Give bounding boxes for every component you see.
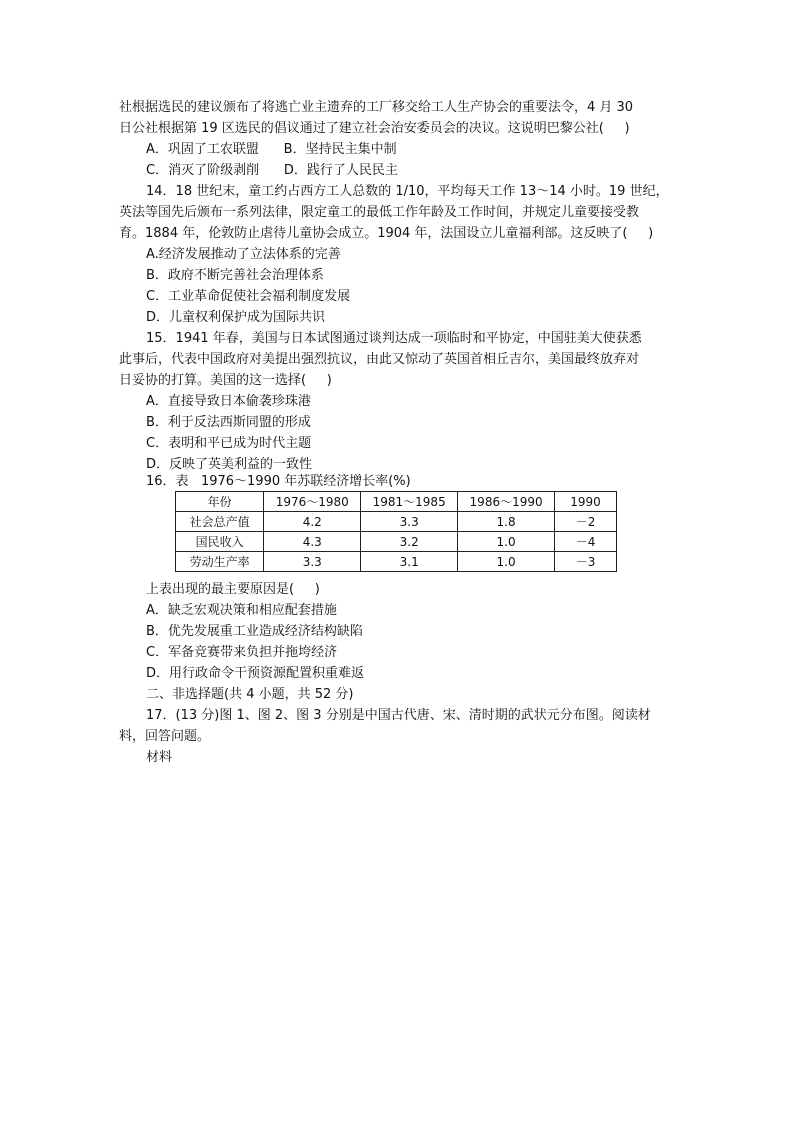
table-cell: －3 bbox=[555, 552, 617, 572]
q14-option-c: C．工业革命促使社会福利制度发展 bbox=[146, 289, 351, 304]
table-cell: 4.3 bbox=[264, 532, 361, 552]
table-row bbox=[176, 532, 617, 552]
q15-stem-line-3: 日妥协的打算。美国的这一选择( ) bbox=[119, 373, 332, 388]
table-header-cell: 1976～1980 bbox=[264, 492, 361, 512]
table-cell: 1.0 bbox=[458, 532, 555, 552]
q14-stem-line-3: 育。1884 年，伦敦防止虐待儿童协会成立。1904 年，法国设立儿童福利部。这反映了( ) bbox=[119, 226, 654, 241]
q16-option-c: C．军备竞赛带来负担并拖垮经济 bbox=[146, 645, 338, 660]
q17-stem-line-2: 料，回答问题。 bbox=[119, 729, 211, 744]
q14-stem-line-2: 英法等国先后颁布一系列法律，限定童工的最低工作年龄及工作时间，并规定儿童要接受教 bbox=[119, 205, 640, 220]
table-cell: 1.8 bbox=[458, 512, 555, 532]
table-cell: 3.1 bbox=[361, 552, 458, 572]
q16-option-d: D．用行政命令干预资源配置积重难返 bbox=[146, 666, 365, 681]
q14-option-b: B．政府不断完善社会治理体系 bbox=[146, 268, 324, 283]
soviet-growth-table bbox=[175, 491, 617, 572]
table-cell: 3.3 bbox=[264, 552, 361, 572]
q15-option-d: D．反映了英美利益的一致性 bbox=[146, 457, 313, 472]
table-cell: 3.2 bbox=[361, 532, 458, 552]
q14-option-d: D．儿童权利保护成为国际共识 bbox=[146, 310, 326, 325]
table-cell: －2 bbox=[555, 512, 617, 532]
q16-stem: 上表出现的最主要原因是( ) bbox=[146, 582, 320, 597]
table-row-label: 劳动生产率 bbox=[176, 552, 264, 572]
table-header-cell: 1986～1990 bbox=[458, 492, 555, 512]
table-cell: 4.2 bbox=[264, 512, 361, 532]
q15-option-c: C．表明和平已成为时代主题 bbox=[146, 436, 312, 451]
table-cell: 1.0 bbox=[458, 552, 555, 572]
q15-option-a: A．直接导致日本偷袭珍珠港 bbox=[146, 394, 311, 409]
q17-stem-line-1: 17．(13 分)图 1、图 2、图 3 分别是中国古代唐、宋、清时期的武状元分布图。阅读材 bbox=[146, 708, 651, 723]
q16-option-a: A．缺乏宏观决策和相应配套措施 bbox=[146, 603, 337, 618]
table-header-cell: 年份 bbox=[176, 492, 264, 512]
q15-option-b: B．利于反法西斯同盟的形成 bbox=[146, 415, 311, 430]
q13-stem-line-1: 社根据选民的建议颁布了将逃亡业主遗弃的工厂移交给工人生产协会的重要法令，4 月 30 bbox=[119, 100, 634, 115]
q15-stem-line-2: 此事后，代表中国政府对美提出强烈抗议，由此又惊动了英国首相丘吉尔，美国最终放弃对 bbox=[119, 352, 640, 367]
table-row bbox=[176, 552, 617, 572]
q16-option-b: B．优先发展重工业造成经济结构缺陷 bbox=[146, 624, 363, 639]
q16-table-caption: 16．表 1976～1990 年苏联经济增长率(%) bbox=[146, 474, 411, 489]
q17-material-label: 材料 bbox=[146, 750, 173, 765]
table-header-cell: 1990 bbox=[555, 492, 617, 512]
table-header-cell: 1981～1985 bbox=[361, 492, 458, 512]
table-row bbox=[176, 512, 617, 532]
table-row-label: 国民收入 bbox=[176, 532, 264, 552]
table-cell: 3.3 bbox=[361, 512, 458, 532]
q15-stem-line-1: 15．1941 年春，美国与日本试图通过谈判达成一项临时和平协定，中国驻美大使获悉 bbox=[146, 331, 642, 346]
table-header-row bbox=[176, 492, 617, 512]
q13-options-cd: C．消灭了阶级剥削 D．践行了人民民主 bbox=[146, 163, 398, 178]
q13-stem-line-2: 日公社根据第 19 区选民的倡议通过了建立社会治安委员会的决议。这说明巴黎公社( ) bbox=[119, 121, 630, 136]
q14-option-a: A.经济发展推动了立法体系的完善 bbox=[146, 247, 341, 262]
q14-stem-line-1: 14．18 世纪末，童工约占西方工人总数的 1/10，平均每天工作 13～14 小时。19 世纪， bbox=[146, 184, 669, 199]
table-cell: －4 bbox=[555, 532, 617, 552]
section-heading: 二、非选择题(共 4 小题，共 52 分) bbox=[146, 687, 354, 702]
table-row-label: 社会总产值 bbox=[176, 512, 264, 532]
q13-options-ab: A．巩固了工农联盟 B．坚持民主集中制 bbox=[146, 142, 397, 157]
